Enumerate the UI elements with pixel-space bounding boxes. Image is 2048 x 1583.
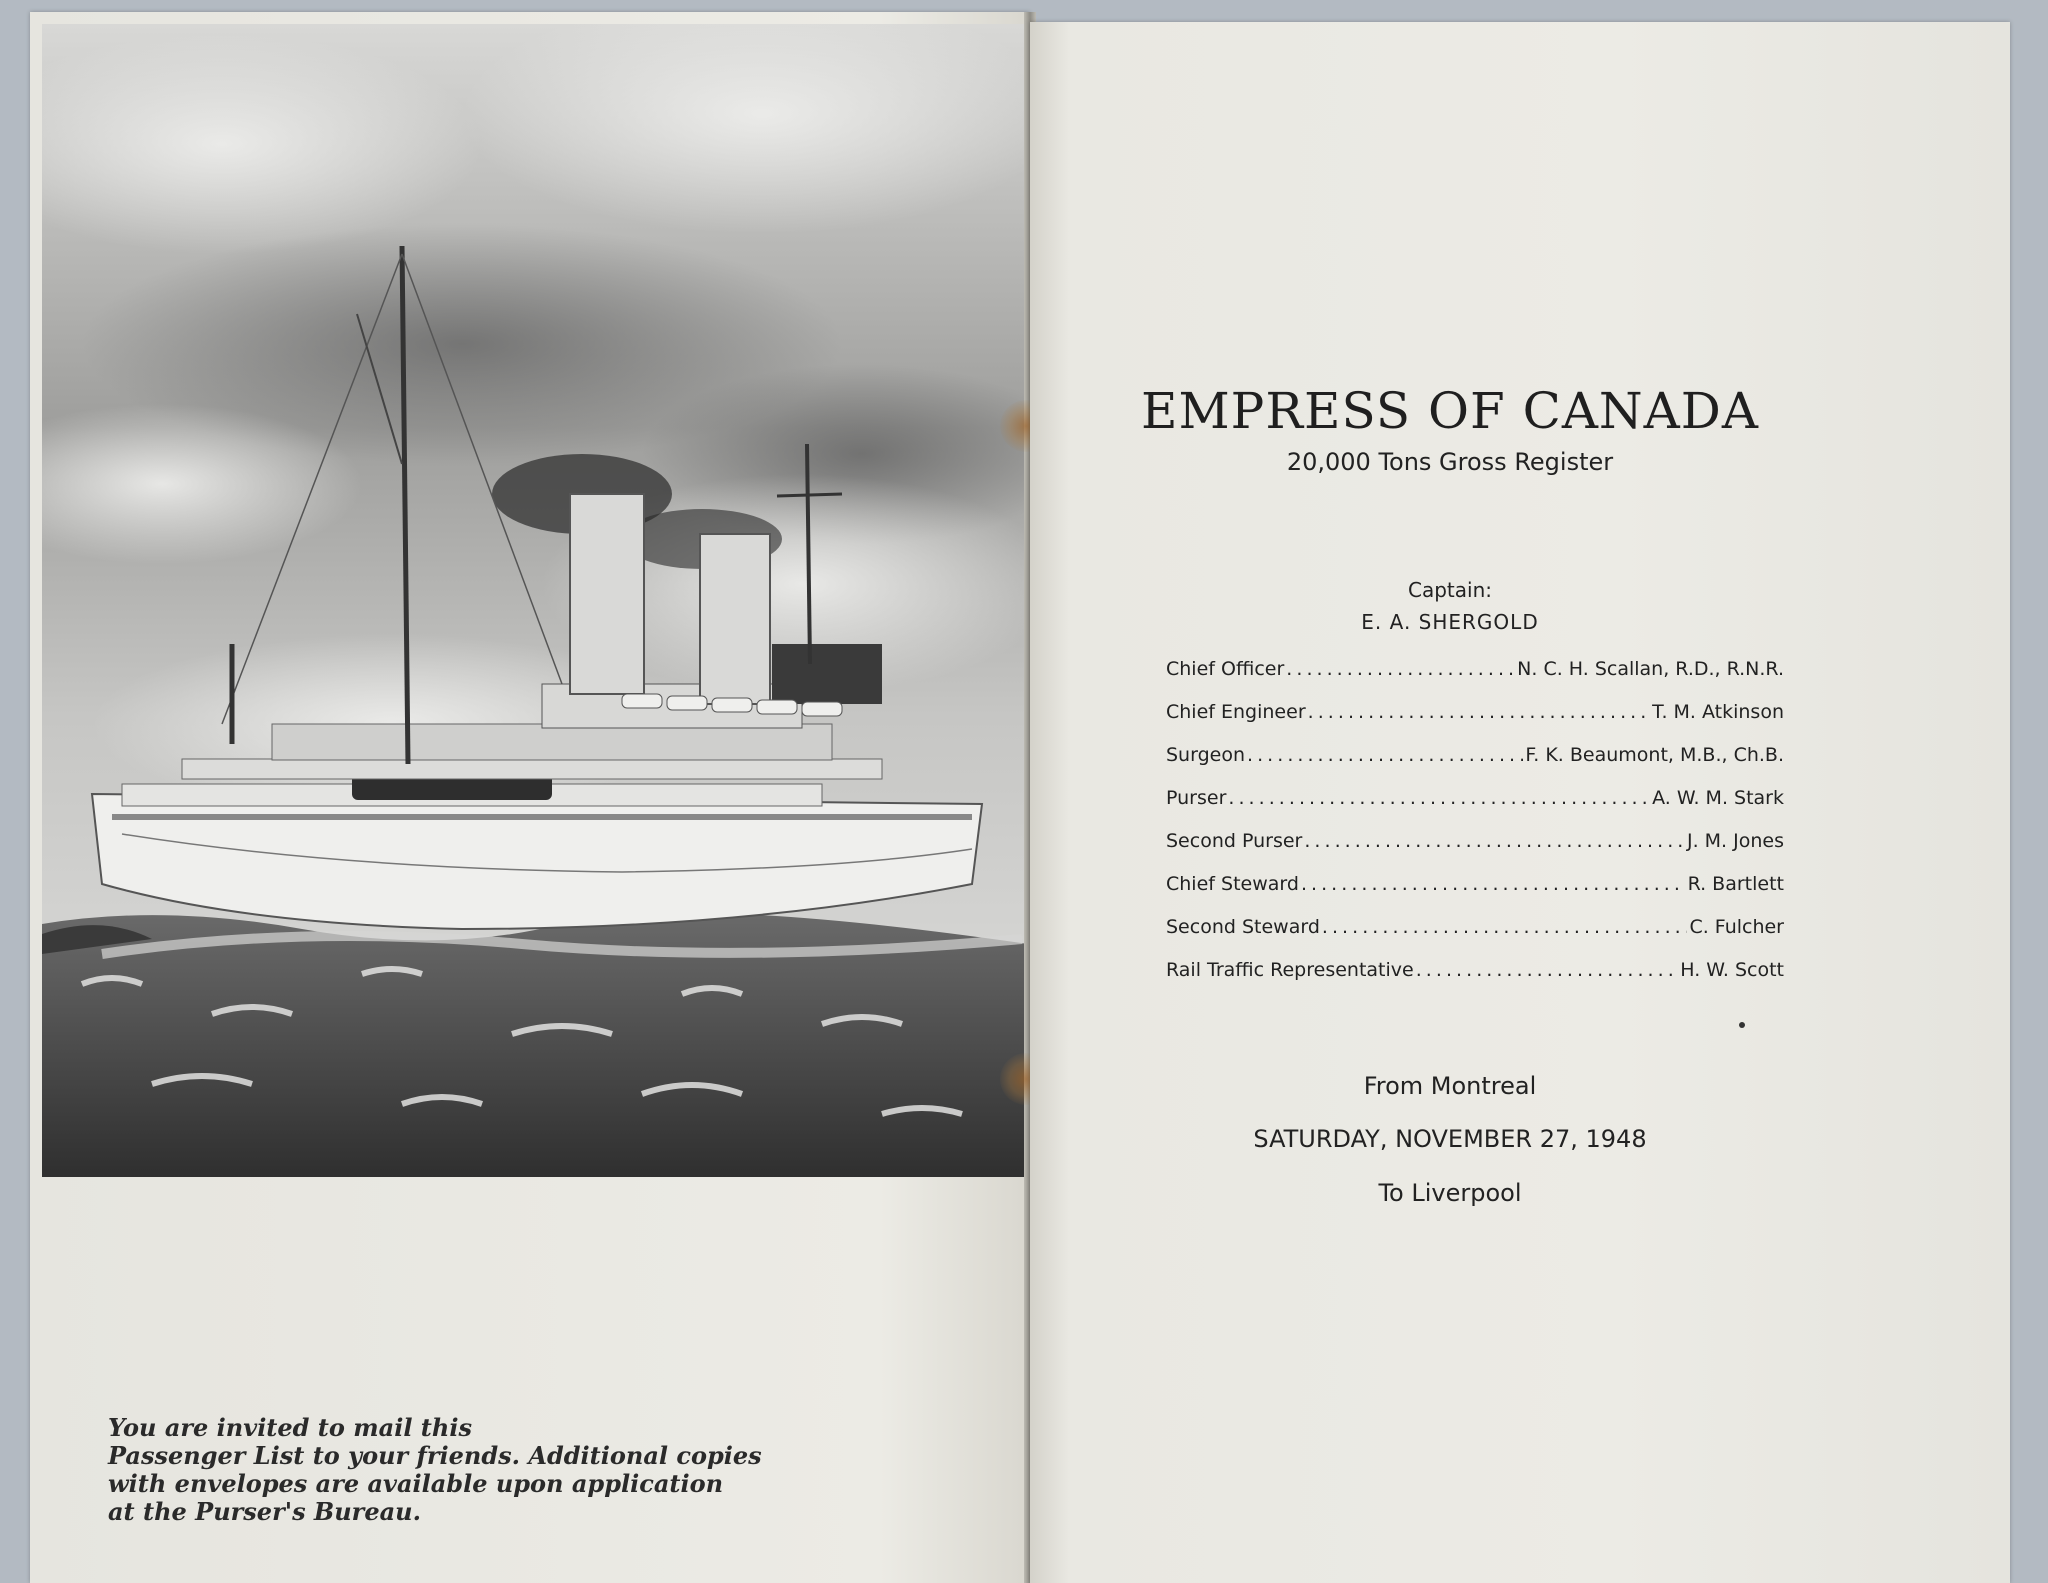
officer-name: R. Bartlett xyxy=(1687,873,1784,895)
officer-row xyxy=(1166,658,1784,701)
tonnage-subtitle: 20,000 Tons Gross Register xyxy=(1286,448,1614,476)
officer-title: Chief Engineer xyxy=(1166,701,1306,723)
leader-dots xyxy=(1304,830,1685,852)
captain-label: Captain: xyxy=(1408,578,1492,602)
mailing-note xyxy=(108,1414,868,1526)
voyage-date: SATURDAY, NOVEMBER 27, 1948 xyxy=(1253,1125,1647,1153)
officer-row xyxy=(1166,916,1784,959)
officers-list xyxy=(1166,658,1784,1002)
officer-row xyxy=(1166,873,1784,916)
officer-row xyxy=(1166,830,1784,873)
note-line: You are invited to mail this xyxy=(108,1413,472,1442)
note-line: Passenger List to your friends. Additional copies xyxy=(108,1441,762,1470)
officer-title: Rail Traffic Representative xyxy=(1166,959,1414,981)
officer-title: Second Steward xyxy=(1166,916,1320,938)
officer-name: N. C. H. Scallan, R.D., R.N.R. xyxy=(1517,658,1784,680)
officer-title: Chief Officer xyxy=(1166,658,1285,680)
ship-illustration xyxy=(42,24,1028,1177)
officer-title: Second Purser xyxy=(1166,830,1303,852)
leader-dots xyxy=(1416,959,1679,981)
officer-title: Chief Steward xyxy=(1166,873,1299,895)
officer-name: T. M. Atkinson xyxy=(1652,701,1784,723)
officer-name: F. K. Beaumont, M.B., Ch.B. xyxy=(1525,744,1784,766)
officer-name: A. W. M. Stark xyxy=(1652,787,1784,809)
voyage-origin: From Montreal xyxy=(1363,1072,1537,1100)
bullet-mark xyxy=(1739,1022,1745,1028)
leader-dots xyxy=(1301,873,1686,895)
officer-row xyxy=(1166,959,1784,1002)
leader-dots xyxy=(1228,787,1650,809)
leader-dots xyxy=(1308,701,1650,723)
ship-painting xyxy=(42,24,1028,1177)
officer-name: J. M. Jones xyxy=(1686,830,1784,852)
left-page xyxy=(30,12,1030,1583)
right-page xyxy=(1030,22,2010,1583)
ship-name-heading: EMPRESS OF CANADA xyxy=(1140,382,1759,440)
officer-title: Surgeon xyxy=(1166,744,1245,766)
leader-dots xyxy=(1322,916,1688,938)
officer-title: Purser xyxy=(1166,787,1227,809)
note-line: at the Purser's Bureau. xyxy=(108,1497,421,1526)
officer-row xyxy=(1166,701,1784,744)
voyage-destination: To Liverpool xyxy=(1378,1179,1522,1207)
leader-dots xyxy=(1247,744,1523,766)
note-line: with envelopes are available upon application xyxy=(108,1469,724,1498)
officer-name: H. W. Scott xyxy=(1680,959,1784,981)
officer-row xyxy=(1166,744,1784,787)
leader-dots xyxy=(1286,658,1515,680)
officer-row xyxy=(1166,787,1784,830)
officer-name: C. Fulcher xyxy=(1689,916,1784,938)
captain-name: E. A. SHERGOLD xyxy=(1361,610,1539,634)
